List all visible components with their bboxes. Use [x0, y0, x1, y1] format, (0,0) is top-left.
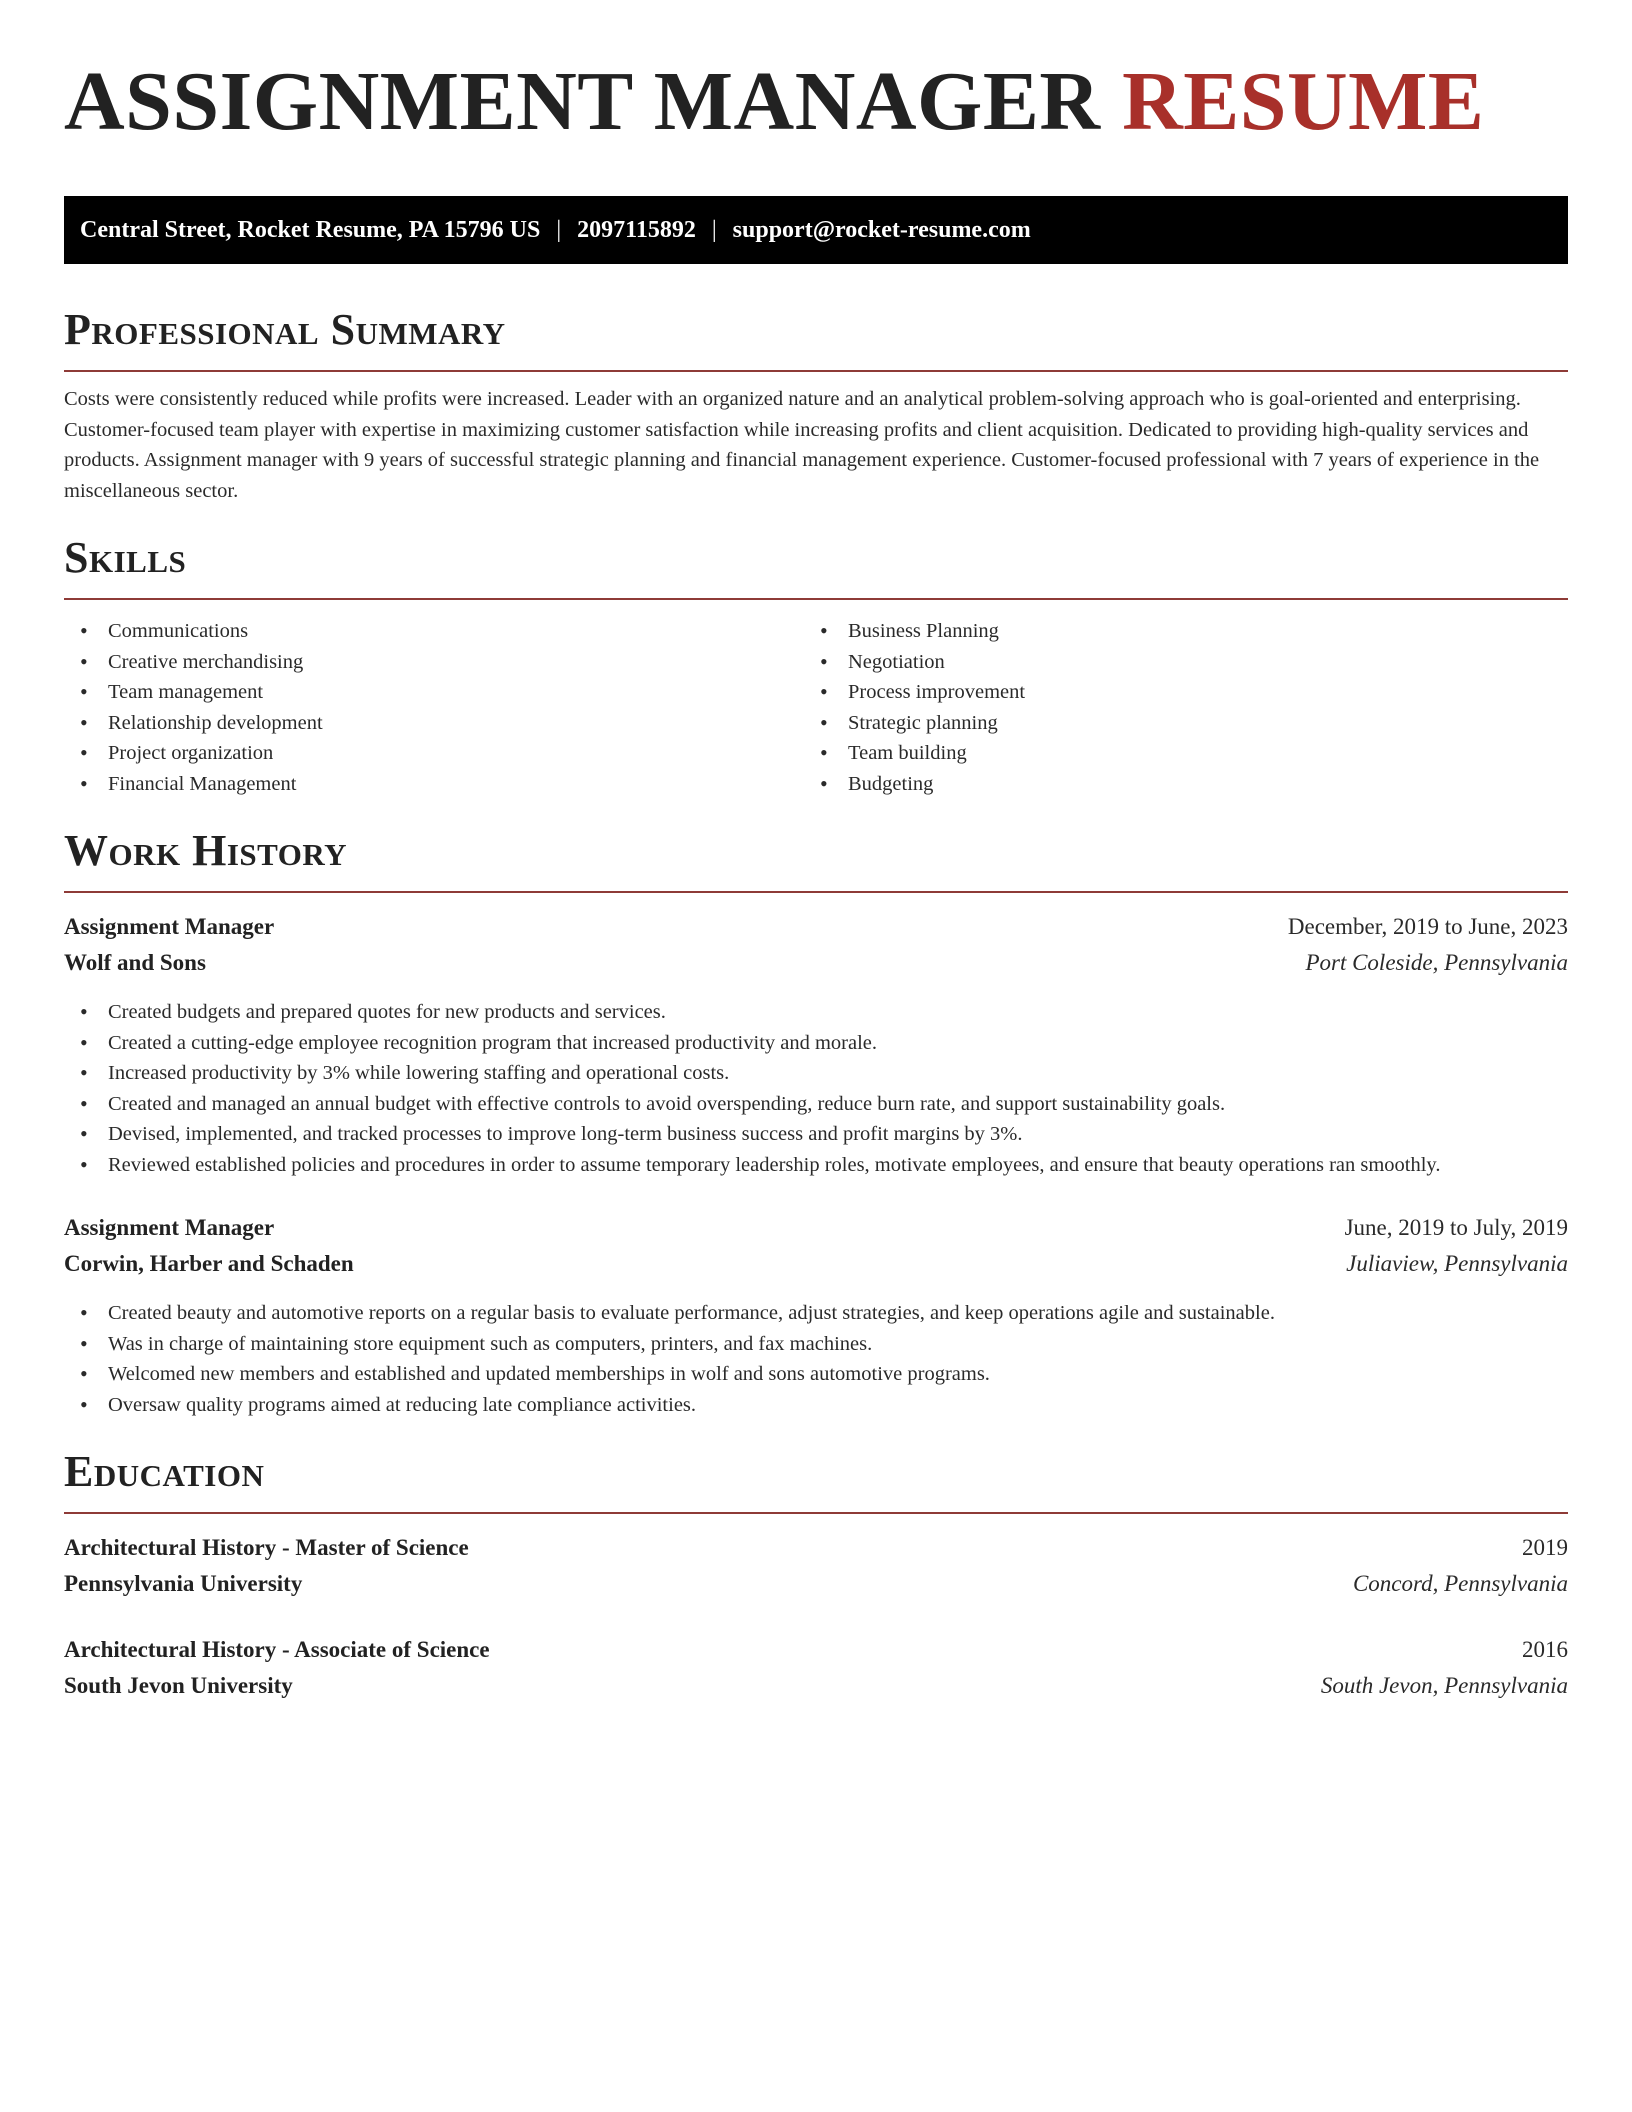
skill-item: • Team management: [64, 677, 804, 708]
skill-item: • Communications: [64, 616, 804, 647]
job-title: Assignment Manager: [64, 914, 275, 939]
job-duty: • Created beauty and automotive reports on a regular basis to evaluate performance, adjust strategies, and keep operations agile and sustainable.: [64, 1298, 1568, 1329]
contact-separator: |: [556, 216, 562, 243]
job-company: Wolf and Sons: [64, 950, 206, 975]
skill-item: • Project organization: [64, 738, 804, 769]
skills-left-list: [64, 616, 804, 799]
job-duty: • Reviewed established policies and procedures in order to assume temporary leadership roles, motivate employees, and ensure that beauty operations ran smoothly.: [64, 1150, 1568, 1181]
skill-item: • Relationship development: [64, 708, 804, 739]
contact-separator: |: [711, 216, 717, 243]
education-location: South Jevon, Pennsylvania: [1320, 1673, 1568, 1698]
education-section: [64, 1446, 1568, 1704]
education-school-row: [64, 1668, 1568, 1704]
section-divider: [64, 370, 1568, 372]
job-duty: • Was in charge of maintaining store equipment such as computers, printers, and fax machines.: [64, 1329, 1568, 1360]
job-entry: [64, 909, 1568, 1180]
job-duty: • Created and managed an annual budget with effective controls to avoid overspending, reduce burn rate, and support sustainability goals.: [64, 1089, 1568, 1120]
job-duty: • Created a cutting-edge employee recognition program that increased productivity and morale.: [64, 1028, 1568, 1059]
education-entry: [64, 1530, 1568, 1602]
contact-bar: [64, 196, 1568, 264]
job-dates: December, 2019 to June, 2023: [1287, 914, 1568, 939]
education-location: Concord, Pennsylvania: [1352, 1571, 1568, 1596]
education-degree: Architectural History - Associate of Science: [64, 1637, 490, 1662]
education-degree: Architectural History - Master of Science: [64, 1535, 469, 1560]
job-duties-list: [64, 997, 1568, 1180]
skill-item: • Process improvement: [804, 677, 1544, 708]
skill-item: • Team building: [804, 738, 1544, 769]
section-divider: [64, 891, 1568, 893]
education-heading: Education: [64, 1447, 265, 1496]
section-divider: [64, 598, 1568, 600]
skills-heading: Skills: [64, 533, 187, 582]
education-year: 2019: [1522, 1535, 1568, 1560]
contact-address: Central Street, Rocket Resume, PA 15796 US: [80, 216, 541, 243]
title-accent: RESUME: [1122, 55, 1485, 148]
job-duty: • Created budgets and prepared quotes for new products and services.: [64, 997, 1568, 1028]
job-company: Corwin, Harber and Schaden: [64, 1251, 354, 1276]
summary-text: Costs were consistently reduced while profits were increased. Leader with an organized nature and an analytical problem-solving approach who is goal-oriented and enterprising. Customer-focused team player with expertise in maximizing customer satisfaction while increasing profits and client acquisition. Dedicated to providing high-quality services and products. Assignment manager with 9 years of successful strategic planning and financial management experience. Customer-focused professional with 7 years of experience in the miscellaneous sector.: [64, 388, 1540, 502]
education-year: 2016: [1522, 1637, 1568, 1662]
work-history-heading: Work History: [64, 826, 348, 875]
education-school: South Jevon University: [64, 1673, 293, 1698]
job-dates: June, 2019 to July, 2019: [1344, 1215, 1568, 1240]
education-degree-row: [64, 1632, 1568, 1668]
job-company-row: [64, 945, 1568, 981]
skill-item: • Strategic planning: [804, 708, 1544, 739]
contact-phone: 2097115892: [577, 216, 696, 243]
skill-item: • Creative merchandising: [64, 647, 804, 678]
job-duty: • Devised, implemented, and tracked processes to improve long-term business success and profit margins by 3%.: [64, 1119, 1568, 1150]
skill-item: • Negotiation: [804, 647, 1544, 678]
job-duty: • Increased productivity by 3% while lowering staffing and operational costs.: [64, 1058, 1568, 1089]
skills-section: [64, 532, 1568, 799]
skill-item: • Financial Management: [64, 769, 804, 800]
education-entry: [64, 1632, 1568, 1704]
summary-section: [64, 304, 1568, 506]
resume-title: [64, 0, 1568, 176]
skills-right-list: [804, 616, 1544, 799]
job-title: Assignment Manager: [64, 1215, 275, 1240]
title-main: ASSIGNMENT MANAGER: [64, 55, 1101, 148]
job-header-row: [64, 909, 1568, 945]
job-duty: • Welcomed new members and established and updated memberships in wolf and sons automotive programs.: [64, 1359, 1568, 1390]
section-divider: [64, 1512, 1568, 1514]
job-location: Juliaview, Pennsylvania: [1346, 1251, 1568, 1276]
work-history-section: [64, 825, 1568, 1420]
education-school-row: [64, 1566, 1568, 1602]
job-duties-list: [64, 1298, 1568, 1420]
education-degree-row: [64, 1530, 1568, 1566]
job-entry: [64, 1210, 1568, 1420]
skills-columns: [64, 616, 1568, 799]
job-location: Port Coleside, Pennsylvania: [1305, 950, 1568, 975]
skill-item: • Budgeting: [804, 769, 1544, 800]
job-header-row: [64, 1210, 1568, 1246]
education-school: Pennsylvania University: [64, 1571, 303, 1596]
job-duty: • Oversaw quality programs aimed at reducing late compliance activities.: [64, 1390, 1568, 1421]
contact-email: support@rocket-resume.com: [732, 216, 1031, 243]
summary-heading: Professional Summary: [64, 305, 506, 354]
job-company-row: [64, 1246, 1568, 1282]
skill-item: • Business Planning: [804, 616, 1544, 647]
